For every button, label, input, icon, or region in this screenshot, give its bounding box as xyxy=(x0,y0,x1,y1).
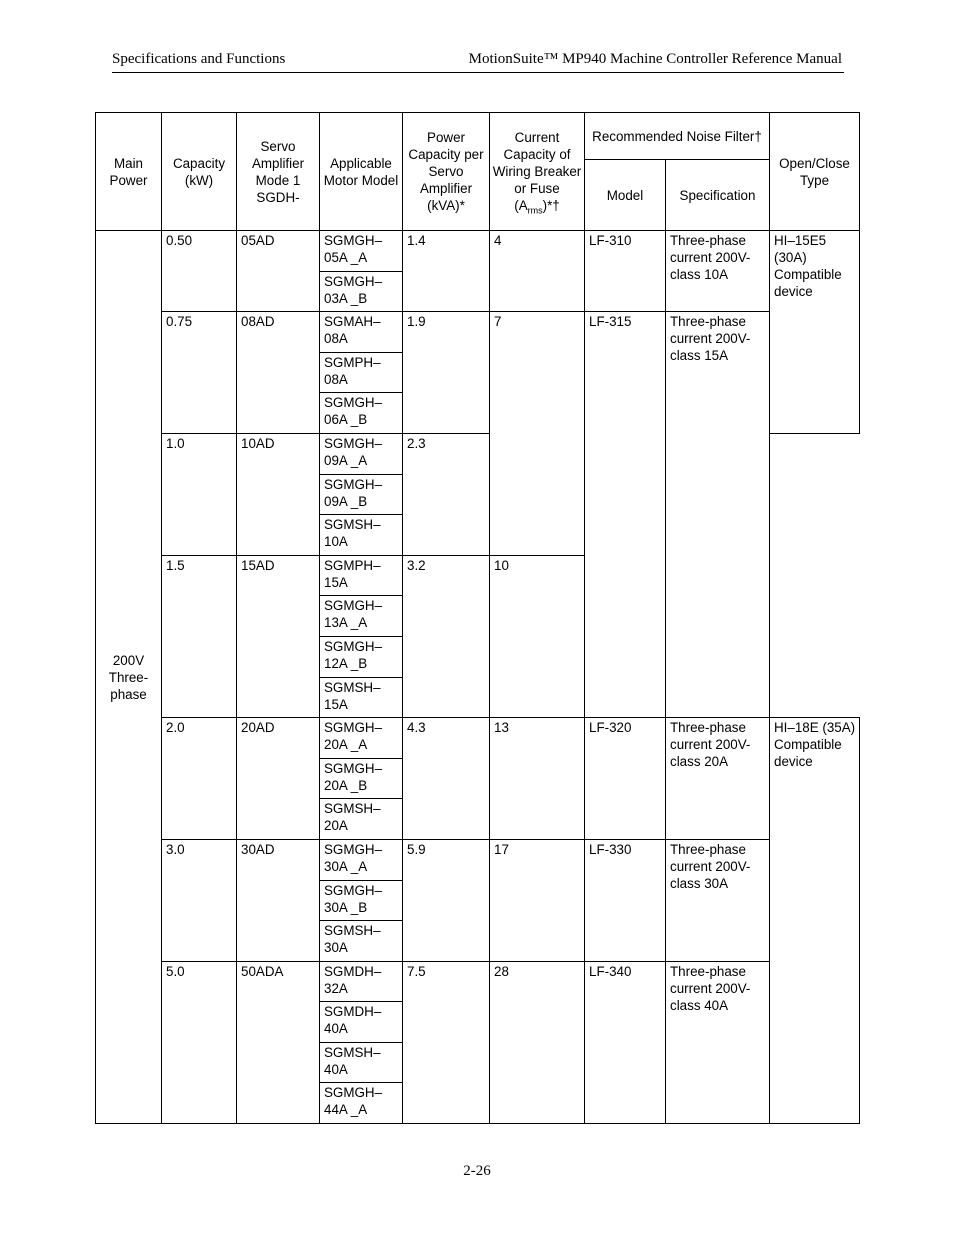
motor-model-cell: SGMGH–03A _B xyxy=(320,271,403,312)
current-capacity-cell: 17 xyxy=(490,839,585,961)
running-header-section: Specifications and Functions xyxy=(112,51,286,67)
servo-amplifier-cell: 05AD xyxy=(237,231,320,312)
servo-amplifier-cell: 30AD xyxy=(237,839,320,961)
motor-model-cell: SGMGH–06A _B xyxy=(320,393,403,434)
motor-model-cell: SGMGH–05A _A xyxy=(320,231,403,272)
capacity-cell: 0.75 xyxy=(162,312,237,434)
header-rule xyxy=(112,72,844,73)
noise-filter-model-cell: LF-320 xyxy=(585,718,666,840)
noise-filter-model-cell: LF-310 xyxy=(585,231,666,312)
col-header-servo-amplifier: Servo Amplifier Mode 1 SGDH- xyxy=(237,113,320,231)
noise-filter-model-cell: LF-340 xyxy=(585,961,666,1123)
running-header-title: MotionSuite™ MP940 Machine Controller Reference Manual xyxy=(468,51,842,67)
servo-amplifier-cell: 08AD xyxy=(237,312,320,434)
motor-model-cell: SGMSH–30A xyxy=(320,921,403,962)
col-header-current-capacity: Current Capacity of Wiring Breaker or Fuse $(A_{rms})*\dagger$ xyxy=(490,113,585,231)
current-capacity-cell: 7 xyxy=(490,312,585,556)
power-capacity-cell: 5.9 xyxy=(403,839,490,961)
servo-amplifier-cell: 15AD xyxy=(237,555,320,717)
noise-filter-spec-cell: Three-phase current 200V-class 15A xyxy=(666,312,770,718)
table-row xyxy=(96,231,860,272)
capacity-cell: 2.0 xyxy=(162,718,237,840)
motor-model-cell: SGMGH–09A _B xyxy=(320,474,403,515)
motor-model-cell: SGMPH–15A xyxy=(320,555,403,596)
motor-model-cell: SGMDH–40A xyxy=(320,1002,403,1043)
col-header-nf-spec: Specification xyxy=(666,160,770,231)
table-row xyxy=(96,839,860,880)
col-header-main-power: Main Power xyxy=(96,113,162,231)
motor-model-cell: SGMGH–13A _A xyxy=(320,596,403,637)
main-power-cell: 200V Three-phase xyxy=(96,231,162,1124)
motor-model-cell: SGMSH–10A xyxy=(320,515,403,556)
motor-model-cell: SGMSH–20A xyxy=(320,799,403,840)
motor-model-cell: SGMAH–08A xyxy=(320,312,403,353)
current-capacity-cell: 10 xyxy=(490,555,585,717)
col-header-capacity: Capacity (kW) xyxy=(162,113,237,231)
noise-filter-spec-cell: Three-phase current 200V-class 30A xyxy=(666,839,770,961)
capacity-cell: 0.50 xyxy=(162,231,237,312)
col-header-noise-filter: Recommended Noise Filter† xyxy=(585,113,770,160)
power-capacity-cell: 3.2 xyxy=(403,555,490,717)
col-header-power-capacity: Power Capacity per Servo Amplifier (kVA)* xyxy=(403,113,490,231)
noise-filter-spec-cell: Three-phase current 200V-class 10A xyxy=(666,231,770,312)
capacity-cell: 3.0 xyxy=(162,839,237,961)
col-header-open-close: Open/Close Type xyxy=(770,113,860,231)
current-capacity-cell: 13 xyxy=(490,718,585,840)
capacity-cell: 5.0 xyxy=(162,961,237,1123)
motor-model-cell: SGMPH–08A xyxy=(320,352,403,393)
open-close-cell: HI–18E (35A) Compatible device xyxy=(770,718,860,1124)
noise-filter-spec-cell: Three-phase current 200V-class 20A xyxy=(666,718,770,840)
col-header-nf-model: Model xyxy=(585,160,666,231)
motor-model-cell: SGMGH–44A _A xyxy=(320,1083,403,1124)
power-capacity-cell: 1.4 xyxy=(403,231,490,312)
power-capacity-cell: 4.3 xyxy=(403,718,490,840)
motor-model-cell: SGMGH–30A _A xyxy=(320,839,403,880)
capacity-cell: 1.5 xyxy=(162,555,237,717)
table-row xyxy=(96,312,860,353)
table-row xyxy=(96,718,860,759)
servo-amplifier-cell: 10AD xyxy=(237,433,320,555)
noise-filter-model-cell: LF-315 xyxy=(585,312,666,718)
power-capacity-cell: 1.9 xyxy=(403,312,490,434)
capacity-cell: 1.0 xyxy=(162,433,237,555)
page-number: 2-26 xyxy=(463,1163,491,1179)
motor-model-cell: SGMSH–15A xyxy=(320,677,403,718)
noise-filter-model-cell: LF-330 xyxy=(585,839,666,961)
noise-filter-spec-cell: Three-phase current 200V-class 40A xyxy=(666,961,770,1123)
servo-amplifier-cell: 20AD xyxy=(237,718,320,840)
motor-model-cell: SGMSH–40A xyxy=(320,1042,403,1083)
power-capacity-cell: 7.5 xyxy=(403,961,490,1123)
noise-filter-spec-table xyxy=(95,112,860,1124)
power-capacity-cell: 2.3 xyxy=(403,433,490,555)
motor-model-cell: SGMGH–20A _B xyxy=(320,758,403,799)
motor-model-cell: SGMGH–12A _B xyxy=(320,636,403,677)
motor-model-cell: SGMGH–30A _B xyxy=(320,880,403,921)
col-header-motor-model: Applicable Motor Model xyxy=(320,113,403,231)
open-close-cell: HI–15E5 (30A) Compatible device xyxy=(770,231,860,434)
motor-model-cell: SGMDH–32A xyxy=(320,961,403,1002)
current-capacity-cell: 28 xyxy=(490,961,585,1123)
table-row xyxy=(96,961,860,1002)
current-capacity-cell: 4 xyxy=(490,231,585,312)
servo-amplifier-cell: 50ADA xyxy=(237,961,320,1123)
motor-model-cell: SGMGH–20A _A xyxy=(320,718,403,759)
motor-model-cell: SGMGH–09A _A xyxy=(320,433,403,474)
